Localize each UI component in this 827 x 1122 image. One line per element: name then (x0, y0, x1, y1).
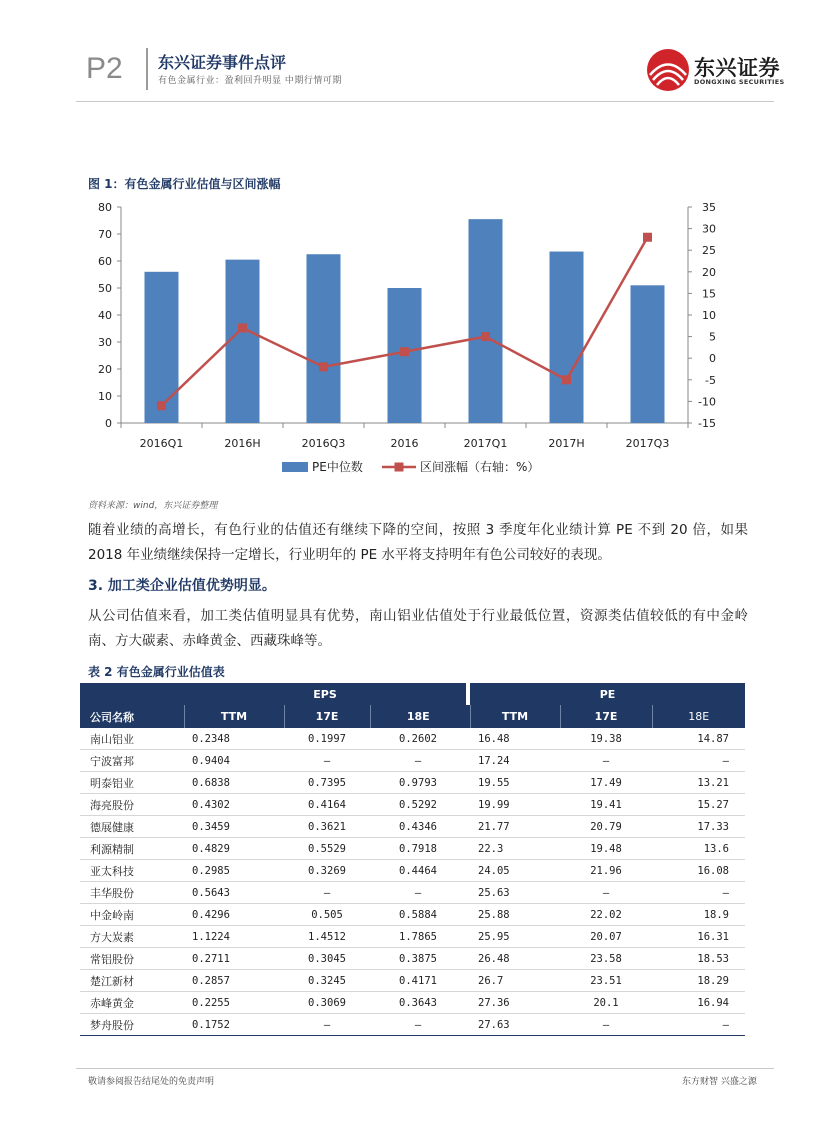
value-cell: — (652, 882, 745, 904)
legend-bar-swatch (282, 462, 308, 472)
change-point (562, 375, 571, 384)
legend-line-marker (395, 463, 404, 472)
value-cell: 0.9404 (184, 750, 284, 772)
value-cell: 1.1224 (184, 926, 284, 948)
value-cell: 16.08 (652, 860, 745, 882)
table-row (80, 794, 745, 816)
company-name-cell: 南山铝业 (80, 728, 184, 750)
value-cell: 23.51 (560, 970, 652, 992)
right-tick-label: -10 (698, 395, 716, 409)
value-cell: 14.87 (652, 728, 745, 750)
right-tick-label: -15 (698, 417, 716, 430)
col-header-eps-ttm: TTM (184, 705, 284, 728)
value-cell: 0.3459 (184, 816, 284, 838)
right-tick-label: 25 (702, 244, 716, 258)
valuation-chart (76, 195, 756, 490)
value-cell: 1.4512 (284, 926, 370, 948)
change-point (400, 347, 409, 356)
value-cell: — (284, 1014, 370, 1036)
company-name-cell: 海亮股份 (80, 794, 184, 816)
value-cell: 0.5643 (184, 882, 284, 904)
logo-mark-icon (646, 48, 690, 92)
right-tick-label: 30 (702, 222, 716, 236)
page-number: P2 (86, 52, 123, 85)
company-name-cell: 常铝股份 (80, 948, 184, 970)
value-cell: 0.2348 (184, 728, 284, 750)
legend-line-label: 区间涨幅（右轴：%） (420, 460, 540, 474)
header-separator (146, 48, 148, 90)
paragraph-valuation: 随着业绩的高增长，有色行业的估值还有继续下降的空间，按照 3 季度年化业绩计算 PE 不到 20 倍，如果 2018 年业绩继续保持一定增长，行业明年的 PE 水平将支持明年有色公司较好的表现。 (88, 522, 748, 563)
value-cell: 0.3069 (284, 992, 370, 1014)
value-cell: 0.1752 (184, 1014, 284, 1036)
table-row (80, 882, 745, 904)
header-rule (76, 101, 774, 102)
table-row (80, 772, 745, 794)
value-cell: — (370, 1014, 466, 1036)
change-point (157, 401, 166, 410)
value-cell: 0.2255 (184, 992, 284, 1014)
value-cell: 0.4829 (184, 838, 284, 860)
left-tick-label: 40 (98, 309, 112, 322)
paragraph-processing: 从公司估值来看，加工类估值明显具有优势，南山铝业估值处于行业最低位置，资源类估值较低的有中金岭南、方大碳素、赤峰黄金、西藏珠峰等。 (88, 608, 748, 649)
value-cell: 0.1997 (284, 728, 370, 750)
company-name-cell: 赤峰黄金 (80, 992, 184, 1014)
right-tick-label: 0 (709, 352, 716, 366)
col-header-pe-ttm: TTM (470, 705, 560, 728)
right-tick-label: 35 (702, 201, 716, 214)
value-cell: 13.21 (652, 772, 745, 794)
value-cell: 16.94 (652, 992, 745, 1014)
value-cell: 0.505 (284, 904, 370, 926)
table-row (80, 970, 745, 992)
value-cell: 0.4464 (370, 860, 466, 882)
value-cell: 0.5529 (284, 838, 370, 860)
group-header-blank (80, 683, 184, 705)
figure-title: 图 1：有色金属行业估值与区间涨幅 (88, 177, 281, 191)
change-point (319, 362, 328, 371)
value-cell: 0.9793 (370, 772, 466, 794)
value-cell: — (284, 882, 370, 904)
category-label: 2017Q3 (625, 437, 670, 450)
table-row (80, 838, 745, 860)
value-cell: — (652, 1014, 745, 1036)
section-heading-3: 3. 加工类企业估值优势明显。 (88, 578, 276, 594)
report-subtitle: 有色金属行业：盈利回升明显 中期行情可期 (158, 76, 342, 86)
company-name-cell: 丰华股份 (80, 882, 184, 904)
change-point (238, 323, 247, 332)
company-name-cell: 宁波富邦 (80, 750, 184, 772)
left-tick-label: 30 (98, 336, 112, 349)
category-label: 2016Q1 (139, 437, 184, 450)
value-cell: 0.3269 (284, 860, 370, 882)
col-header-eps-17e: 17E (284, 705, 370, 728)
pe-bar (226, 260, 260, 423)
col-header-pe-17e: 17E (560, 705, 652, 728)
value-cell: 0.5292 (370, 794, 466, 816)
right-tick-label: -5 (705, 373, 716, 387)
col-header-company: 公司名称 (80, 705, 184, 728)
value-cell: 19.48 (560, 838, 652, 860)
right-tick-label: 10 (702, 309, 716, 322)
company-name-cell: 中金岭南 (80, 904, 184, 926)
value-cell: — (560, 882, 652, 904)
value-cell: 0.2985 (184, 860, 284, 882)
table-row (80, 750, 745, 772)
value-cell: 0.6838 (184, 772, 284, 794)
valuation-table (80, 683, 745, 1036)
value-cell: — (370, 882, 466, 904)
value-cell: 25.95 (470, 926, 560, 948)
value-cell: 25.88 (470, 904, 560, 926)
left-tick-label: 60 (98, 255, 112, 268)
category-label: 2016Q3 (301, 437, 346, 450)
value-cell: 19.55 (470, 772, 560, 794)
value-cell: 0.4164 (284, 794, 370, 816)
figure-source: 资料来源：wind，东兴证券整理 (88, 501, 218, 511)
dongxing-logo (644, 46, 784, 94)
value-cell: 0.4171 (370, 970, 466, 992)
logo-english-text: DONGXING SECURITIES (694, 78, 785, 86)
value-cell: 25.63 (470, 882, 560, 904)
table-row (80, 860, 745, 882)
value-cell: 0.3643 (370, 992, 466, 1014)
company-name-cell: 亚太科技 (80, 860, 184, 882)
left-tick-label: 80 (98, 201, 112, 214)
pe-bar (550, 252, 584, 423)
value-cell: 21.77 (470, 816, 560, 838)
pe-bar (469, 219, 503, 423)
pe-bar (145, 272, 179, 423)
left-tick-label: 20 (98, 363, 112, 376)
value-cell: — (370, 750, 466, 772)
footer-disclaimer: 敬请参阅报告结尾处的免责声明 (88, 1077, 215, 1087)
table-title: 表 2 有色金属行业估值表 (88, 665, 225, 679)
value-cell: 24.05 (470, 860, 560, 882)
category-label: 2017H (548, 437, 585, 450)
col-header-pe-18e: 18E (652, 705, 745, 728)
value-cell: — (284, 750, 370, 772)
company-name-cell: 梦舟股份 (80, 1014, 184, 1036)
pe-bar (631, 285, 665, 423)
value-cell: 0.2857 (184, 970, 284, 992)
value-cell: 0.4302 (184, 794, 284, 816)
value-cell: 0.2602 (370, 728, 466, 750)
value-cell: 0.5884 (370, 904, 466, 926)
right-tick-label: 15 (702, 287, 716, 301)
pe-bar (307, 254, 341, 423)
value-cell: 0.4296 (184, 904, 284, 926)
value-cell: 27.36 (470, 992, 560, 1014)
left-tick-label: 0 (105, 417, 112, 430)
value-cell: 0.3045 (284, 948, 370, 970)
value-cell: 17.49 (560, 772, 652, 794)
value-cell: 16.48 (470, 728, 560, 750)
right-tick-label: 20 (702, 265, 716, 279)
company-name-cell: 明泰铝业 (80, 772, 184, 794)
footer-slogan: 东方财智 兴盛之源 (682, 1077, 757, 1087)
left-tick-label: 50 (98, 282, 112, 295)
value-cell: 23.58 (560, 948, 652, 970)
value-cell: 22.02 (560, 904, 652, 926)
value-cell: 26.7 (470, 970, 560, 992)
value-cell: 18.29 (652, 970, 745, 992)
value-cell: 19.38 (560, 728, 652, 750)
value-cell: 19.41 (560, 794, 652, 816)
right-tick-label: 5 (709, 330, 716, 344)
value-cell: 20.1 (560, 992, 652, 1014)
table-row (80, 926, 745, 948)
value-cell: 15.27 (652, 794, 745, 816)
value-cell: 16.31 (652, 926, 745, 948)
value-cell: 13.6 (652, 838, 745, 860)
footer-rule (76, 1068, 774, 1069)
value-cell: 26.48 (470, 948, 560, 970)
value-cell: 0.3621 (284, 816, 370, 838)
value-cell: 20.07 (560, 926, 652, 948)
company-name-cell: 德展健康 (80, 816, 184, 838)
value-cell: 0.2711 (184, 948, 284, 970)
value-cell: 20.79 (560, 816, 652, 838)
category-label: 2017Q1 (463, 437, 508, 450)
value-cell: 17.24 (470, 750, 560, 772)
value-cell: 0.7918 (370, 838, 466, 860)
value-cell: 18.53 (652, 948, 745, 970)
company-name-cell: 楚江新材 (80, 970, 184, 992)
value-cell: 0.3875 (370, 948, 466, 970)
value-cell: 18.9 (652, 904, 745, 926)
change-point (481, 332, 490, 341)
value-cell: 1.7865 (370, 926, 466, 948)
value-cell: 0.4346 (370, 816, 466, 838)
value-cell: 27.63 (470, 1014, 560, 1036)
table-row (80, 904, 745, 926)
logo-text: 东兴证券 (694, 56, 780, 80)
col-header-eps-18e: 18E (370, 705, 466, 728)
value-cell: 21.96 (560, 860, 652, 882)
value-cell: 22.3 (470, 838, 560, 860)
value-cell: — (652, 750, 745, 772)
company-name-cell: 利源精制 (80, 838, 184, 860)
group-header-pe: PE (470, 683, 745, 705)
table-row (80, 728, 745, 750)
value-cell: 0.7395 (284, 772, 370, 794)
value-cell: — (560, 1014, 652, 1036)
table-row (80, 992, 745, 1014)
left-tick-label: 10 (98, 390, 112, 403)
group-header-eps: EPS (184, 683, 466, 705)
table-column-header (80, 705, 745, 728)
table-row (80, 948, 745, 970)
table-group-header (80, 683, 745, 705)
value-cell: 17.33 (652, 816, 745, 838)
report-series-title: 东兴证券事件点评 (158, 53, 287, 72)
category-label: 2016 (390, 437, 419, 450)
category-label: 2016H (224, 437, 261, 450)
value-cell: 0.3245 (284, 970, 370, 992)
table-row (80, 1014, 745, 1036)
left-tick-label: 70 (98, 228, 112, 241)
value-cell: — (560, 750, 652, 772)
company-name-cell: 方大炭素 (80, 926, 184, 948)
legend-bar-label: PE中位数 (312, 460, 363, 474)
table-row (80, 816, 745, 838)
value-cell: 19.99 (470, 794, 560, 816)
change-point (643, 233, 652, 242)
